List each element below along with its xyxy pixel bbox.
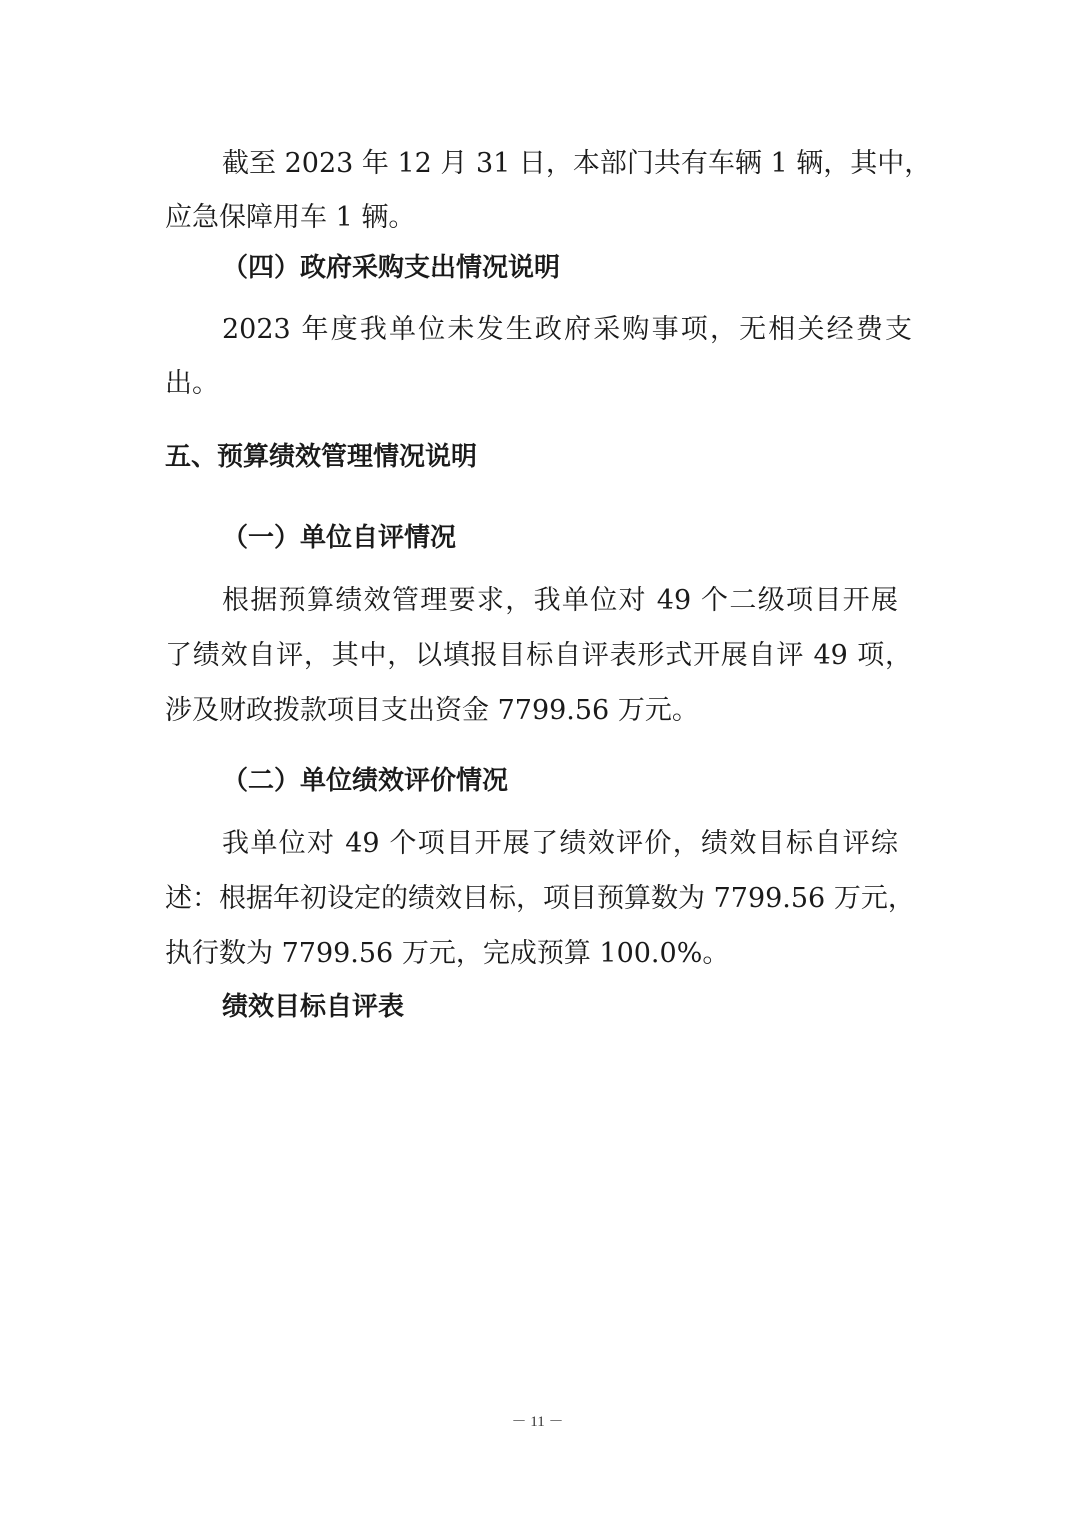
- evaluation-paragraph-line-1: 我单位对 49 个项目开展了绩效评价，绩效目标自评综: [222, 828, 898, 859]
- page-number: － 11 －: [511, 1414, 564, 1430]
- procurement-paragraph-line-1: 2023 年度我单位未发生政府采购事项，无相关经费支: [222, 314, 912, 345]
- self-eval-table-title: 绩效目标自评表: [222, 992, 405, 1022]
- performance-section-heading: 五、预算绩效管理情况说明: [165, 442, 478, 472]
- self-eval-heading: （一）单位自评情况: [222, 523, 457, 553]
- evaluation-paragraph-line-3: 执行数为 7799.56 万元，完成预算 100.0%。: [165, 938, 730, 969]
- procurement-paragraph-line-2: 出。: [165, 368, 219, 399]
- self-eval-paragraph-line-3: 涉及财政拨款项目支出资金 7799.56 万元。: [165, 695, 699, 726]
- self-eval-paragraph-line-1: 根据预算绩效管理要求，我单位对 49 个二级项目开展: [222, 585, 898, 616]
- self-eval-paragraph-line-2: 了绩效自评，其中，以填报目标自评表形式开展自评 49 项，: [165, 640, 912, 671]
- evaluation-paragraph-line-2: 述：根据年初设定的绩效目标，项目预算数为 7799.56 万元，: [165, 883, 915, 914]
- procurement-heading: （四）政府采购支出情况说明: [222, 253, 561, 283]
- vehicles-paragraph-line-2: 应急保障用车 1 辆。: [165, 202, 416, 233]
- evaluation-heading: （二）单位绩效评价情况: [222, 766, 509, 796]
- vehicles-paragraph-line-1: 截至 2023 年 12 月 31 日，本部门共有车辆 1 辆，其中，: [222, 148, 932, 179]
